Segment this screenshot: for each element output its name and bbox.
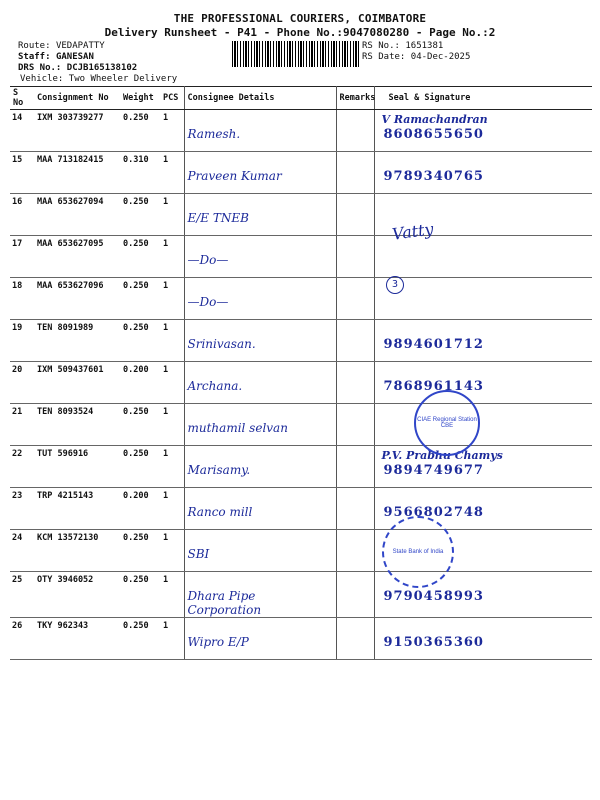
col-signature: Seal & Signature [374,87,592,110]
barcode [232,41,359,67]
consignee-handwriting: Marisamy. [187,463,251,477]
sno-cell: 15 [10,152,34,194]
consignment-no-cell: TEN 8093524 [34,404,120,446]
sno-cell: 20 [10,362,34,404]
table-row [10,530,592,572]
pcs-cell: 1 [160,488,184,530]
col-sno: S No [10,87,34,110]
pcs-cell: 1 [160,194,184,236]
remarks-cell [336,194,374,236]
consignee-handwriting: Archana. [187,379,243,393]
consignee-cell [184,404,336,446]
staff-line [18,52,94,63]
consignee-cell [184,194,336,236]
weight-cell: 0.250 [120,530,160,572]
sbi-seal: State Bank of India [382,516,454,588]
consignee-cell [184,236,336,278]
consignee-cell [184,572,336,618]
drs-value: DCJB165138102 [66,63,138,73]
weight-cell: 0.250 [120,618,160,660]
sno-cell: 21 [10,404,34,446]
sno-cell: 22 [10,446,34,488]
consignee-handwriting: Ramesh. [187,127,241,141]
signature-cell [374,320,592,362]
sno-cell: 18 [10,278,34,320]
rs-no-value: 1651381 [405,41,444,51]
signature-cell [374,618,592,660]
signature-phone: 9790458993 [383,589,484,604]
remarks-cell [336,110,374,152]
weight-cell: 0.250 [120,110,160,152]
weight-cell: 0.310 [120,152,160,194]
consignee-cell [184,530,336,572]
consignee-handwriting: SBI [187,547,210,561]
sno-cell: 23 [10,488,34,530]
weight-cell: 0.250 [120,446,160,488]
sno-cell: 14 [10,110,34,152]
sno-cell: 24 [10,530,34,572]
vehicle-line [20,74,177,85]
table-row [10,278,592,320]
table-row [10,362,592,404]
signature-cell [374,362,592,404]
company-title: THE PROFESSIONAL COURIERS, COIMBATORE [173,12,427,25]
pcs-cell: 1 [160,446,184,488]
signature-phone: 9566802748 [383,505,484,520]
weight-cell: 0.250 [120,572,160,618]
consignment-no-cell: MAA 653627094 [34,194,120,236]
weight-cell: 0.250 [120,278,160,320]
remarks-cell [336,404,374,446]
consignment-no-cell: MAA 713182415 [34,152,120,194]
consignee-handwriting: Dhara Pipe Corporation [187,589,262,617]
rs-no-line [362,41,443,52]
remarks-cell [336,446,374,488]
consignment-no-cell: TUT 596916 [34,446,120,488]
rs-no-label: RS No.: [362,41,400,51]
runsheet-subtitle: Delivery Runsheet - P41 - Phone No.:9047080280 - Page No.:2 [104,26,496,39]
consignee-cell [184,362,336,404]
pcs-cell: 1 [160,618,184,660]
table-header-row [10,87,592,110]
consignment-no-cell: TKY 962343 [34,618,120,660]
consignee-handwriting: Ranco mill [187,505,253,519]
remarks-cell [336,362,374,404]
remarks-cell [336,488,374,530]
col-weight: Weight [120,87,160,110]
weight-cell: 0.200 [120,488,160,530]
staff-label: Staff: [18,52,51,62]
signature-name: V Ramachandran [381,113,488,126]
sno-cell: 17 [10,236,34,278]
runsheet-table [10,86,592,660]
ciae-seal: CIAE Regional Station CBE [414,390,480,456]
consignee-cell [184,152,336,194]
consignee-handwriting: —Do— [187,295,229,309]
signature-phone: 8608655650 [383,127,484,142]
col-pcs: PCS [160,87,184,110]
table-row [10,446,592,488]
pcs-cell: 1 [160,572,184,618]
pcs-cell: 1 [160,530,184,572]
route-label: Route: [18,41,51,51]
signature-cell [374,404,592,446]
pcs-cell: 1 [160,236,184,278]
consignee-cell [184,320,336,362]
circled-number-stamp: 3 [386,276,404,294]
drs-line [18,63,137,74]
pcs-cell: 1 [160,320,184,362]
sno-cell: 25 [10,572,34,618]
remarks-cell [336,530,374,572]
signature-phone: 9894749677 [383,463,484,478]
remarks-cell [336,278,374,320]
consignee-handwriting: muthamil selvan [187,421,288,435]
weight-cell: 0.200 [120,362,160,404]
table-row [10,152,592,194]
table-row [10,320,592,362]
rs-date-line [362,52,470,63]
consignment-no-cell: OTY 3946052 [34,572,120,618]
col-remarks: Remarks [336,87,374,110]
pcs-cell: 1 [160,278,184,320]
signature-phone: 9150365360 [383,635,484,650]
signature-phone: 7868961143 [383,379,484,394]
consignee-handwriting: Wipro E/P [187,635,249,649]
table-row [10,236,592,278]
signature-phone: 9789340765 [383,169,484,184]
vehicle-value: Two Wheeler Delivery [68,74,178,84]
signature-name: P.V. Prabhu Chamys [381,449,503,462]
rs-date-value: 04-Dec-2025 [410,52,471,62]
consignee-cell [184,278,336,320]
route-line [18,41,105,52]
consignment-no-cell: MAA 653627095 [34,236,120,278]
consignment-no-cell: TEN 8091989 [34,320,120,362]
table-row [10,404,592,446]
remarks-cell [336,320,374,362]
pcs-cell: 1 [160,110,184,152]
consignee-handwriting: Praveen Kumar [187,169,282,183]
signature-cell [374,446,592,488]
vatty-signature: Vatty [390,219,435,244]
consignment-no-cell: IXM 509437601 [34,362,120,404]
rs-date-label: RS Date: [362,52,406,62]
consignee-cell [184,446,336,488]
remarks-cell [336,152,374,194]
pcs-cell: 1 [160,152,184,194]
consignee-handwriting: —Do— [187,253,229,267]
weight-cell: 0.250 [120,404,160,446]
vehicle-label: Vehicle: [20,74,64,84]
remarks-cell [336,236,374,278]
consignment-no-cell: MAA 653627096 [34,278,120,320]
consignee-handwriting: E/E TNEB [187,211,249,225]
signature-phone: 9894601712 [383,337,484,352]
drs-label: DRS No.: [18,63,62,73]
signature-cell [374,110,592,152]
consignment-no-cell: KCM 13572130 [34,530,120,572]
staff-value: GANESAN [55,52,94,62]
table-row [10,572,592,618]
table-row [10,110,592,152]
consignee-handwriting: Srinivasan. [187,337,256,351]
consignee-cell [184,618,336,660]
sno-cell: 16 [10,194,34,236]
col-consignee: Consignee Details [184,87,336,110]
consignee-cell [184,488,336,530]
pcs-cell: 1 [160,362,184,404]
consignment-no-cell: IXM 303739277 [34,110,120,152]
col-consignment: Consignment No [34,87,120,110]
table-row [10,488,592,530]
consignment-no-cell: TRP 4215143 [34,488,120,530]
signature-cell [374,152,592,194]
consignee-cell [184,110,336,152]
route-value: VEDAPATTY [55,41,105,51]
signature-cell [374,278,592,320]
weight-cell: 0.250 [120,320,160,362]
sno-cell: 19 [10,320,34,362]
weight-cell: 0.250 [120,194,160,236]
sno-cell: 26 [10,618,34,660]
pcs-cell: 1 [160,404,184,446]
weight-cell: 0.250 [120,236,160,278]
remarks-cell [336,618,374,660]
remarks-cell [336,572,374,618]
table-row [10,618,592,660]
table-row [10,194,592,236]
